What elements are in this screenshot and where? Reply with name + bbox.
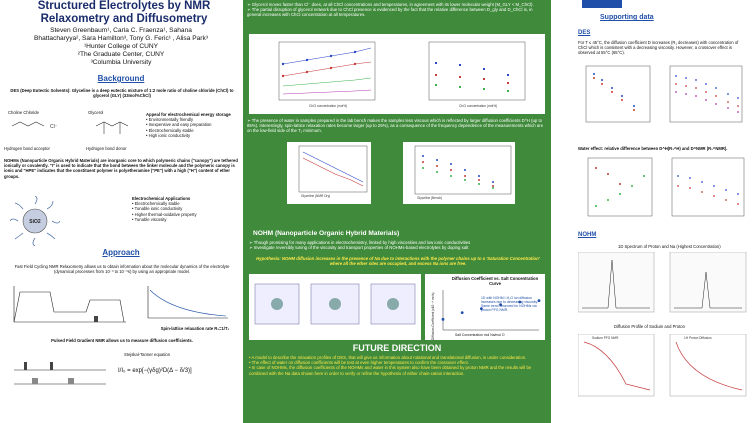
diffusion-chart-title: Diffusion Coefficient vs. Salt Concentration Curve bbox=[451, 276, 539, 286]
nohm-heading: NOHM (Nanoparticle Organic Hybrid Materials) bbox=[253, 230, 400, 237]
supporting-heading: Supporting data bbox=[600, 14, 654, 21]
diffusion-chart-ylabel: Diffusion Coefficient (x10⁻¹⁰ m²/s) bbox=[431, 292, 435, 340]
top-bullet: ➢ Glycerol moves faster than Cl⁻ does, at all ChCl concentrations and temperatures, in agreement with its lower molecular weight (M_GLY < M_ChCl). bbox=[247, 2, 534, 7]
legend-wet: Glyceline (Bench) bbox=[417, 196, 443, 200]
echem-list bbox=[132, 201, 236, 222]
future-item: • A model to describe the relaxation profiles of DES, that will give us information about rotational and translational diffusion, is under consideration. bbox=[249, 355, 527, 360]
legend-dry: Glyceline (NMR Dry) bbox=[301, 194, 331, 198]
relaxation-curve bbox=[142, 282, 232, 324]
ffc-text: Fast Field Cycling NMR Relaxometry allows us to obtain information about the molecular dynamics of the electrolyte (dynamical processes from 10⁻³ to 10⁻⁹s) by using an appropriate model. bbox=[14, 264, 230, 275]
spectrum-plots bbox=[578, 252, 748, 314]
right-column bbox=[556, 0, 752, 423]
des-plots bbox=[249, 34, 545, 114]
future-list bbox=[249, 355, 547, 376]
na-subtitle: Sodium PFG NMR bbox=[592, 336, 619, 340]
des-support-plots bbox=[578, 64, 748, 132]
diffusion-point bbox=[461, 311, 464, 314]
nohm-particle-diagram bbox=[10, 196, 60, 246]
glycerol-skeleton bbox=[96, 122, 128, 126]
des-definition: DES (Deep Eutectic Solvents): Glyceline is a deep eutectic mixture of 1:2 mole ratio of choline chloride (ChCl) to glycerol (GLY) (33mol%ChCl) bbox=[10, 88, 234, 99]
left-column bbox=[0, 0, 242, 423]
appeal-item: • Inexpensive and easy preparation bbox=[146, 122, 240, 127]
future-item: • The effect of water on diffusion coefficients will be test at even higher temperatures to confirm the crossover effect. bbox=[249, 360, 469, 366]
hbd-label: Hydrogen bond donor bbox=[86, 146, 127, 151]
diffusion-chart-note: 1D with NOHM I-H₂O ion diffusion increases due to decreasing viscosity. Same trend observed for NOHMs via proton PFG NMR. bbox=[481, 296, 538, 312]
des-plots-panel bbox=[249, 34, 545, 114]
choline-label: Choline Chloride bbox=[8, 110, 39, 115]
nohm-bullet: ➢ Investigate reversibly tuning of the viscosity and transport properties of NOHMs-based electrolytes by doping salt bbox=[249, 245, 469, 251]
echem-item: • Tunable viscosity bbox=[132, 217, 236, 222]
future-direction-heading: FUTURE DIRECTION bbox=[352, 343, 442, 353]
relaxation-rate-label: Spin-lattice relaxation rate R₁=1/T₁ bbox=[160, 326, 230, 331]
glycerol-label: Glycerol bbox=[88, 110, 104, 115]
des-diffusion-series bbox=[283, 48, 371, 94]
nohm-label: NOHM bbox=[578, 232, 597, 238]
des-xlabel-2: ChCl concentration (mol%) bbox=[459, 104, 498, 108]
spectrum-title: 1D Spectrum of Proton and Na (Highest Concentration) bbox=[618, 244, 721, 249]
authors bbox=[4, 27, 238, 67]
water-text: ➢ The presence of water in samples prepared in the lab bench makes the samples less viscous which is reflected by larger diffusion coefficients D^H (up to 85%). Interestingly, spin-lattice relaxation rates become larger (up to 25%), as a consequence of the frequency dependence of the measurements which are on the low-field side of the T₁ minimum. bbox=[247, 118, 544, 134]
stejskal-tanner-formula: I/I₀ = exp[−(γδg)²D(Δ − δ/3)] bbox=[118, 368, 192, 374]
future-item: • In case of NOHMs, the diffusion coefficients of the NOHMs and water in this system also have been obtained by proton NMR and the results will be combined with the Na data shown here in order to verify or refine the hypothesis of either chain-cation interaction. bbox=[249, 365, 532, 376]
des-text: For T ≤ 45°C, the diffusion coefficient D increases (R₁ decreases) with concentration of ChCl which is consistent with a decreasing viscosity. However, a crossover effect is observed at 55°C (65°C). bbox=[578, 40, 739, 56]
top-bullet: ➢ The partial disruption of glycerol network due to ChCl presence is evidenced by the fact that the relative difference between D_gly and D_ChCl is, in general increases with ChCl concentration at all temperatures. bbox=[247, 7, 533, 18]
title-line-2: Relaxometry and Diffusometry bbox=[40, 13, 208, 25]
affiliation-2: ²The Graduate Center, CUNY bbox=[77, 51, 165, 58]
water-diffusion-plot bbox=[287, 142, 371, 204]
nohm-bullets bbox=[249, 240, 547, 250]
authors-line-1: Steven Greenbaum¹, Carla C. Fraenza¹, Sahana bbox=[50, 27, 192, 34]
diffusion-profile-plots bbox=[578, 334, 748, 398]
echem-item: • Higher thermal-oxidative property bbox=[132, 212, 236, 217]
choline-skeleton bbox=[12, 122, 44, 126]
echem-item: • Electrochemically stable bbox=[132, 201, 236, 206]
appeal-section bbox=[146, 112, 240, 138]
diffusion-profile-title: Diffusion Profile of Sodium and Proton bbox=[614, 324, 685, 329]
center-column bbox=[243, 0, 551, 423]
pfg-heading: Pulsed Field Gradient NMR allows us to measure diffusion coefficients. bbox=[51, 338, 193, 343]
hba-label: Hydrogen bond acceptor bbox=[4, 146, 50, 151]
echem-section bbox=[132, 196, 236, 222]
diffusion-point bbox=[442, 318, 445, 321]
top-bullets bbox=[247, 2, 547, 18]
echem-heading: Electrochemical Applications bbox=[132, 196, 191, 201]
water-effect-text: Water effect: relative difference between D^H(R₁^H) and D^NMR (R₁^NMR). bbox=[578, 146, 728, 151]
echem-item: • Tunable ionic conductivity bbox=[132, 206, 236, 211]
background-heading: Background bbox=[97, 74, 145, 83]
appeal-list bbox=[146, 117, 240, 138]
hypothesis-figure bbox=[249, 274, 421, 340]
appeal-item: • Environmentally friendly bbox=[146, 117, 240, 122]
des-xlabel-1: ChCl concentration (mol%) bbox=[309, 104, 348, 108]
logo-bar bbox=[582, 0, 622, 8]
diffusion-chart-xlabel: Salt Concentration mol Na/mol O bbox=[455, 333, 505, 337]
ffc-pulse-diagram bbox=[10, 282, 130, 332]
molecule-structures bbox=[6, 116, 136, 144]
appeal-item: • Electrochemically stable bbox=[146, 128, 240, 133]
nohm-bullet: ➢ Though promising for many applications in electrochemistry, limited by high viscosities and low ionic conductivities bbox=[249, 240, 471, 245]
h-subtitle: 1H Proton Diffusion bbox=[684, 336, 712, 340]
affiliation-1: ¹Hunter College of CUNY bbox=[83, 43, 159, 50]
des-label: DES bbox=[578, 30, 591, 36]
nohm-definition: NOHMs (Nanoparticle Organic Hybrid Materials) are inorganic core to which polymeric chains ("canopy") are tethered ionically or covalently. "I" is used to indicate that the bond between the linker molecule and the polymeric canopy is ionic and "HPE" indicates that the constituent polymer is polyetheramine ("PE") with a high ("H") content of ether groups. bbox=[4, 158, 238, 179]
poster-title bbox=[14, 0, 234, 26]
title-line-1: Structured Electrolytes by NMR bbox=[37, 0, 211, 12]
appeal-item: • High ionic conductivity bbox=[146, 133, 240, 138]
stejskal-tanner-label: Stejskal-Tanner equation bbox=[124, 352, 171, 357]
core-label: SiO2 bbox=[29, 219, 41, 225]
hypothesis-text: Hypothesis: NOHM diffusion increases in the presence of Na due to interactions with the polymer chains up to a 'Saturation Concentration' where all the ether sites are occupied, and excess Na ions are free. bbox=[256, 256, 540, 267]
diffusion-chart bbox=[425, 274, 545, 340]
authors-line-2: Bhattacharyya², Sara Hamilton³, Tony G. Feric¹ , Alisa Park³ bbox=[34, 35, 208, 42]
approach-heading: Approach bbox=[102, 248, 140, 257]
svg-text:Cl⁻: Cl⁻ bbox=[50, 124, 58, 130]
affiliation-3: ³Columbia University bbox=[90, 59, 152, 66]
pfg-pulse-diagram bbox=[10, 350, 110, 390]
water-support-plots bbox=[578, 156, 748, 226]
appeal-heading: Appeal for electrochemical energy storage bbox=[146, 112, 231, 117]
water-relaxation-plot bbox=[403, 142, 515, 204]
